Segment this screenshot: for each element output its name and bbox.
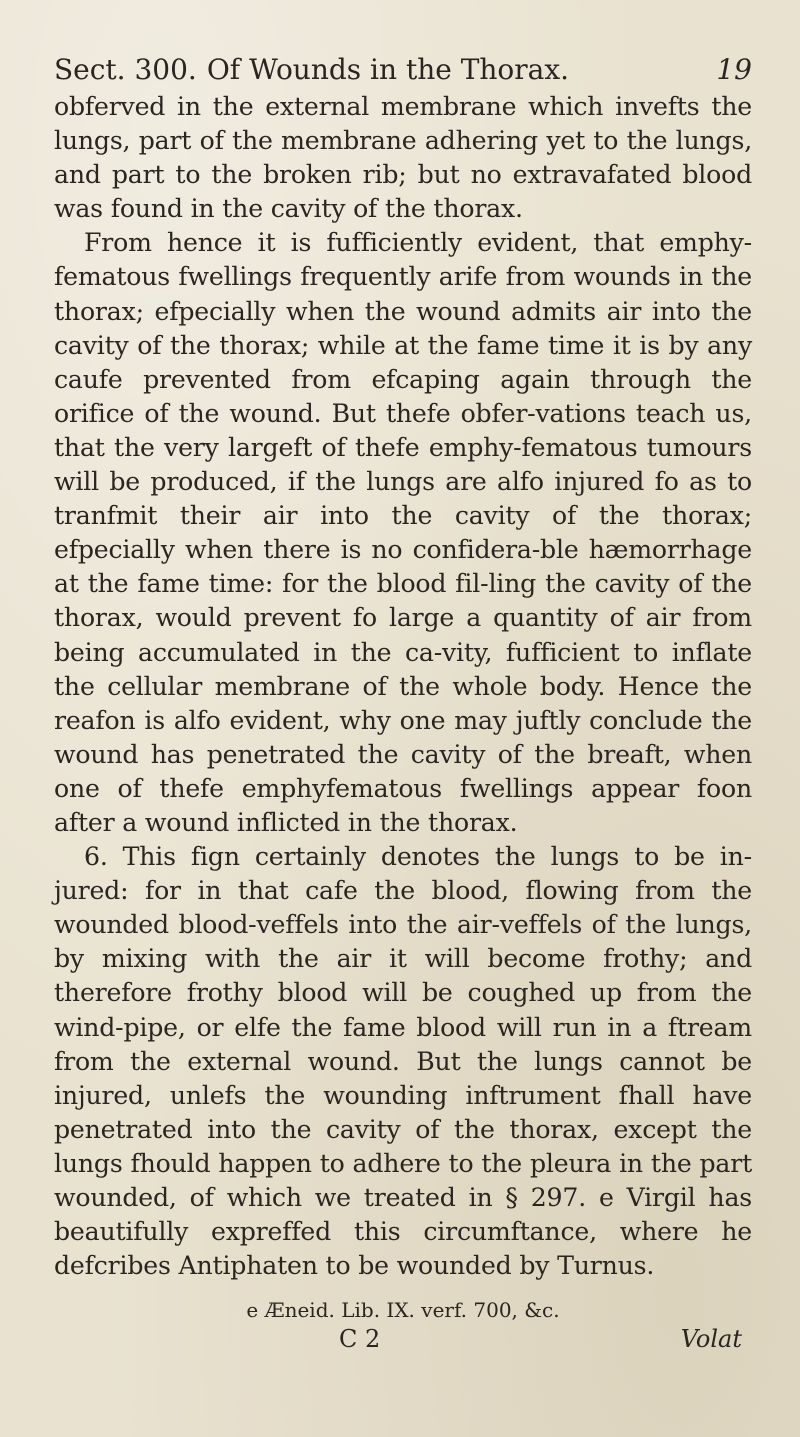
footnote: e Æneid. Lib. IX. verf. 700, &c.	[246, 1298, 560, 1323]
paragraph-1: obferved in the external membrane which invefts the lungs, part of the membrane adhering yet to the lungs, and part to the broken rib; but no extravafated blood was found in the cavity of the thorax.	[54, 92, 752, 224]
page-title: Of Wounds in the Thorax.	[206, 53, 570, 86]
paragraph-2: From hence it is fufficiently evident, that emphy-fematous fwellings frequently arife from wounds in the thorax; efpecially when the wound admits air into the cavity of the thorax; while at the fame time it is by any caufe prevented from efcaping again through the orifice of the wound. But thefe obfer-vations teach us, that the very largeft of thefe emphy-fematous tumours will be produced, if the lungs are alfo injured fo as to tranfmit their air into the cavity of the thorax; efpecially when there is no confidera-ble hæmorrhage at the fame time: for the blood fil-ling the cavity of the thorax, would prevent fo large a quantity of air from being accumulated in the ca-vity, fufficient to inflate the cellular membrane of the whole body. Hence the reafon is alfo evident, why one may juftly conclude the wound has penetrated the cavity of the breaft, when one of thefe emphyfematous fwellings appear foon after a wound inflicted in the thorax.	[54, 228, 752, 837]
body-text	[54, 90, 752, 1283]
paragraph-3: 6. This fign certainly denotes the lungs to be in-jured: for in that cafe the blood, flowing from the wounded blood-veffels into the air-veffels of the lungs, by mixing with the air it will become frothy; and therefore frothy blood will be coughed up from the wind-pipe, or elfe the fame blood will run in a ftream from the external wound. But the lungs cannot be injured, unlefs the wounding inftrument fhall have penetrated into the cavity of the thorax, except the lungs fhould happen to adhere to the pleura in the part wounded, of which we treated in § 297. e Virgil has beautifully expreffed this circumftance, where he defcribes Antiphaten to be wounded by Turnus.	[54, 842, 752, 1281]
page-footer	[54, 1325, 752, 1361]
signature-mark: C 2	[339, 1325, 381, 1354]
section-number: Sect. 300.	[54, 53, 197, 86]
page-number: 19	[716, 53, 752, 86]
running-header	[54, 52, 752, 88]
catchword: Volat	[680, 1325, 742, 1354]
